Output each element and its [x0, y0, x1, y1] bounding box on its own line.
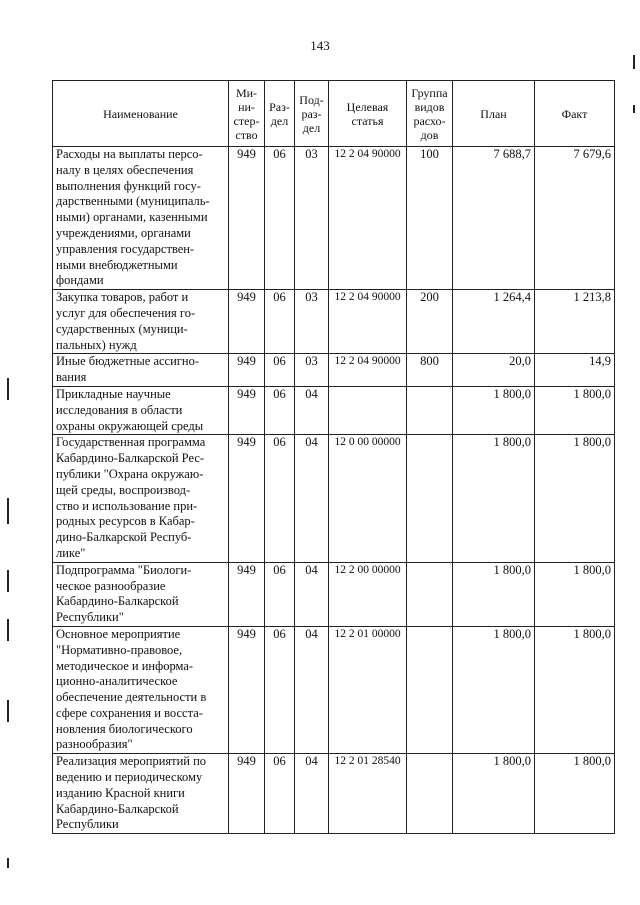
- row-section: 06: [265, 754, 295, 834]
- row-name: Прикладные научные исследования в области охраны окружающей среды: [53, 386, 229, 434]
- row-subsection: 03: [295, 290, 329, 354]
- scan-margin-mark: [7, 570, 9, 592]
- row-section: 06: [265, 147, 295, 290]
- row-subsection: 03: [295, 354, 329, 387]
- table-row: [53, 562, 615, 626]
- row-expense-group: [407, 435, 453, 562]
- row-name: Закупка товаров, работ и услуг для обеспечения го- сударственных (муници- пальных) нужд: [53, 290, 229, 354]
- scan-margin-mark: [7, 498, 9, 524]
- header-fact: Факт: [535, 81, 615, 147]
- table-row: [53, 386, 615, 434]
- header-subsection: Под- раз- дел: [295, 81, 329, 147]
- row-plan: 1 800,0: [453, 562, 535, 626]
- row-plan: 20,0: [453, 354, 535, 387]
- row-section: 06: [265, 386, 295, 434]
- table-row: [53, 435, 615, 562]
- row-target: 12 2 04 90000: [329, 147, 407, 290]
- scan-margin-mark: [633, 105, 635, 113]
- row-subsection: 04: [295, 435, 329, 562]
- row-plan: 7 688,7: [453, 147, 535, 290]
- table-row: [53, 147, 615, 290]
- header-expense-group: Группа видов расхо- дов: [407, 81, 453, 147]
- row-name: Основное мероприятие "Нормативно-правовое, методическое и информа- ционно-аналитическое обеспечение деятельности в сфере сохранения и восста- новления биологического разнообразия": [53, 626, 229, 753]
- row-plan: 1 800,0: [453, 626, 535, 753]
- row-subsection: 04: [295, 386, 329, 434]
- table-row: [53, 354, 615, 387]
- row-target: 12 2 01 28540: [329, 754, 407, 834]
- row-fact: 1 800,0: [535, 386, 615, 434]
- row-section: 06: [265, 626, 295, 753]
- row-fact: 1 800,0: [535, 626, 615, 753]
- row-subsection: 03: [295, 147, 329, 290]
- budget-table: [52, 80, 615, 834]
- header-ministry: Ми- ни- стер- ство: [229, 81, 265, 147]
- row-subsection: 04: [295, 626, 329, 753]
- table-row: [53, 626, 615, 753]
- row-ministry: 949: [229, 435, 265, 562]
- table-row: [53, 754, 615, 834]
- row-ministry: 949: [229, 386, 265, 434]
- row-fact: 14,9: [535, 354, 615, 387]
- row-expense-group: [407, 754, 453, 834]
- header-section: Раз- дел: [265, 81, 295, 147]
- row-fact: 1 800,0: [535, 562, 615, 626]
- row-ministry: 949: [229, 290, 265, 354]
- row-name: Подпрограмма "Биологи- ческое разнообразие Кабардино-Балкарской Республики": [53, 562, 229, 626]
- row-name: Иные бюджетные ассигно- вания: [53, 354, 229, 387]
- scan-margin-mark: [7, 378, 9, 400]
- scan-margin-mark: [7, 858, 9, 868]
- header-name: Наименование: [53, 81, 229, 147]
- row-expense-group: [407, 626, 453, 753]
- row-name: Государственная программа Кабардино-Балкарской Рес- публики "Охрана окружаю- щей среды, воспроизвод- ство и использование при- родных ресурсов в Кабар- дино-Балкарской Респуб- лике": [53, 435, 229, 562]
- row-plan: 1 800,0: [453, 435, 535, 562]
- row-section: 06: [265, 290, 295, 354]
- scan-margin-mark: [7, 619, 9, 641]
- row-section: 06: [265, 562, 295, 626]
- row-expense-group: [407, 386, 453, 434]
- row-subsection: 04: [295, 754, 329, 834]
- page-number: 143: [310, 38, 330, 53]
- row-target: [329, 386, 407, 434]
- row-fact: 1 800,0: [535, 435, 615, 562]
- row-plan: 1 800,0: [453, 386, 535, 434]
- row-name: Расходы на выплаты персо- налу в целях обеспечения выполнения функций госу- дарственными (муниципаль- ными) органами, казенными учреждениями, органами управления государствен- ными внебюджетными фондами: [53, 147, 229, 290]
- row-ministry: 949: [229, 354, 265, 387]
- row-fact: 7 679,6: [535, 147, 615, 290]
- row-ministry: 949: [229, 147, 265, 290]
- row-fact: 1 213,8: [535, 290, 615, 354]
- row-plan: 1 264,4: [453, 290, 535, 354]
- header-target: Целевая статья: [329, 81, 407, 147]
- row-target: 12 2 01 00000: [329, 626, 407, 753]
- row-name: Реализация мероприятий по ведению и периодическому изданию Красной книги Кабардино-Балкарской Республики: [53, 754, 229, 834]
- row-fact: 1 800,0: [535, 754, 615, 834]
- row-target: 12 2 04 90000: [329, 290, 407, 354]
- row-subsection: 04: [295, 562, 329, 626]
- row-expense-group: 200: [407, 290, 453, 354]
- row-target: 12 0 00 00000: [329, 435, 407, 562]
- row-ministry: 949: [229, 754, 265, 834]
- row-ministry: 949: [229, 562, 265, 626]
- header-plan: План: [453, 81, 535, 147]
- row-plan: 1 800,0: [453, 754, 535, 834]
- row-section: 06: [265, 354, 295, 387]
- table-row: [53, 290, 615, 354]
- row-expense-group: [407, 562, 453, 626]
- row-expense-group: 800: [407, 354, 453, 387]
- row-target: 12 2 04 90000: [329, 354, 407, 387]
- row-ministry: 949: [229, 626, 265, 753]
- table-header-row: [53, 81, 615, 147]
- row-target: 12 2 00 00000: [329, 562, 407, 626]
- scan-margin-mark: [7, 700, 9, 722]
- row-expense-group: 100: [407, 147, 453, 290]
- row-section: 06: [265, 435, 295, 562]
- scan-margin-mark: [633, 55, 635, 69]
